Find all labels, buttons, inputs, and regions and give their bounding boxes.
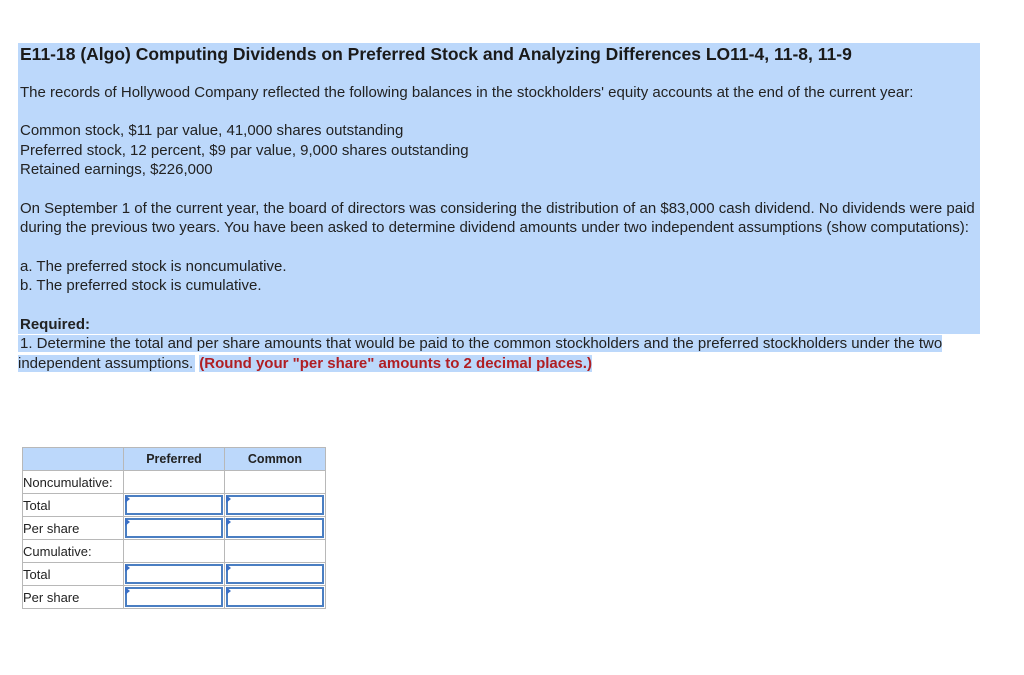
noncum-per-share-preferred-input[interactable] [124, 517, 225, 540]
col-header-preferred: Preferred [124, 448, 225, 471]
balance-retained: Retained earnings, $226,000 [18, 160, 980, 180]
problem-title: E11-18 (Algo) Computing Dividends on Preferred Stock and Analyzing Differences LO11-4, 11-8, 11-9 [18, 43, 980, 74]
assumption-a: a. The preferred stock is noncumulative. [18, 257, 980, 277]
intro-text: The records of Hollywood Company reflected the following balances in the stockholders' equity accounts at the end of the current year: [18, 74, 980, 103]
col-header-common: Common [225, 448, 326, 471]
cum-per-share-common-input[interactable] [225, 586, 326, 609]
cumulative-label: Cumulative: [23, 540, 124, 563]
per-share-label: Per share [23, 517, 124, 540]
noncum-per-share-common-input[interactable] [225, 517, 326, 540]
noncum-total-common-input[interactable] [225, 494, 326, 517]
noncumulative-label: Noncumulative: [23, 471, 124, 494]
header-blank [23, 448, 124, 471]
assumption-b: b. The preferred stock is cumulative. [18, 276, 980, 296]
balance-preferred: Preferred stock, 12 percent, $9 par value, 9,000 shares outstanding [18, 141, 980, 161]
cumulative-total-row [23, 563, 326, 586]
cumulative-section-row [23, 540, 326, 563]
total-label: Total [23, 563, 124, 586]
required-text: 1. Determine the total and per share amounts that would be paid to the common stockholders and the preferred stockholders under the two independent assumptions. [18, 335, 943, 372]
noncumulative-total-row [23, 494, 326, 517]
cum-per-share-preferred-input[interactable] [124, 586, 225, 609]
per-share-label: Per share [23, 586, 124, 609]
noncumulative-per-share-row [23, 517, 326, 540]
header-row [23, 448, 326, 471]
noncumulative-section-row [23, 471, 326, 494]
cumulative-per-share-row [23, 586, 326, 609]
balance-common: Common stock, $11 par value, 41,000 shares outstanding [18, 121, 980, 141]
required-heading: Required: [18, 315, 980, 335]
answer-table [22, 447, 326, 609]
noncum-total-preferred-input[interactable] [124, 494, 225, 517]
cum-total-preferred-input[interactable] [124, 563, 225, 586]
problem-statement [18, 43, 980, 373]
scenario-text: On September 1 of the current year, the board of directors was considering the distribution of an $83,000 cash dividend. No dividends were paid during the previous two years. You have been asked to determine dividend amounts under two independent assumptions (show computations): [18, 199, 980, 238]
cum-total-common-input[interactable] [225, 563, 326, 586]
rounding-instruction: (Round your "per share" amounts to 2 decimal places.) [199, 354, 592, 372]
total-label: Total [23, 494, 124, 517]
